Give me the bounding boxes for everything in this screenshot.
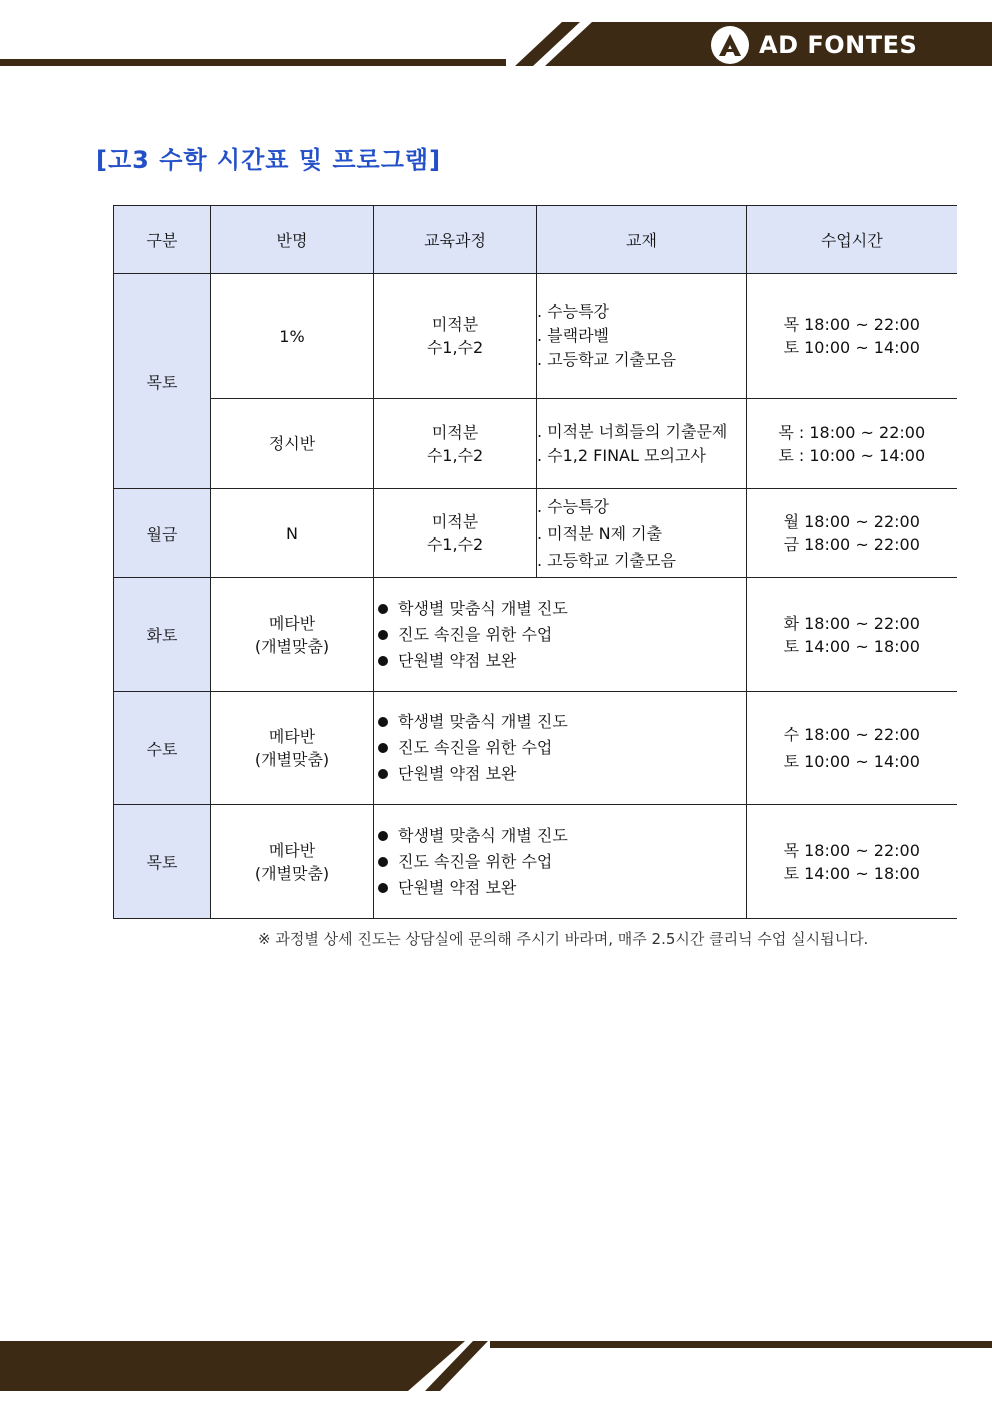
time-line: 토 : 10:00 ~ 14:00	[778, 445, 926, 465]
division-cell: 목토	[114, 805, 211, 919]
time-line: 토 14:00 ~ 18:00	[783, 636, 920, 656]
class-cell: 1%	[211, 274, 374, 399]
header-class: 반명	[211, 206, 374, 274]
division-cell: 화토	[114, 578, 211, 692]
time-line: 목 18:00 ~ 22:00	[783, 840, 920, 860]
bullet-icon	[378, 857, 388, 867]
book-item: . 고등학교 기출모음	[537, 350, 676, 369]
brand-logo	[711, 26, 917, 64]
class-cell	[211, 805, 374, 919]
program-item	[374, 875, 746, 901]
table-row	[114, 399, 957, 489]
class-line: 메타반	[268, 840, 316, 860]
class-line: 메타반	[268, 613, 316, 633]
program-item	[374, 622, 746, 648]
program-text: 단원별 약점 보완	[398, 650, 517, 670]
program-cell	[374, 805, 747, 919]
division-cell: 수토	[114, 692, 211, 805]
class-line: (개별맞춤)	[254, 750, 330, 769]
time-line: 목 : 18:00 ~ 22:00	[778, 422, 926, 442]
time-line: 화 18:00 ~ 22:00	[783, 613, 920, 633]
course-cell	[374, 399, 537, 489]
time-line: 월 18:00 ~ 22:00	[783, 512, 920, 531]
table-row	[114, 489, 957, 578]
time-line: 금 18:00 ~ 22:00	[783, 535, 920, 554]
time-cell	[747, 805, 957, 919]
class-line: 메타반	[268, 727, 316, 746]
book-item: . 고등학교 기출모음	[537, 550, 676, 570]
course-line: 수1,수2	[426, 338, 484, 357]
time-line: 토 10:00 ~ 14:00	[783, 752, 920, 771]
program-text: 학생별 맞춤식 개별 진도	[398, 712, 568, 731]
time-cell	[747, 489, 957, 578]
bullet-icon	[378, 604, 388, 614]
course-cell	[374, 489, 537, 578]
time-cell	[747, 578, 957, 692]
time-cell	[747, 274, 957, 399]
program-text: 학생별 맞춤식 개별 진도	[398, 598, 568, 618]
books-cell	[537, 274, 747, 399]
books-cell	[537, 489, 747, 578]
book-item: . 수1,2 FINAL 모의고사	[537, 445, 706, 465]
bullet-icon	[378, 831, 388, 841]
program-text: 단원별 약점 보완	[398, 764, 517, 783]
program-text: 학생별 맞춤식 개별 진도	[398, 825, 568, 845]
program-cell	[374, 692, 747, 805]
book-item: . 미적분 N제 기출	[537, 523, 663, 543]
table-row	[114, 274, 957, 399]
table-row	[114, 805, 957, 919]
class-cell	[211, 692, 374, 805]
bullet-icon	[378, 717, 388, 727]
program-item	[374, 761, 746, 787]
footnote: ※ 과정별 상세 진도는 상담실에 문의해 주시기 바라며, 매주 2.5시간 클리닉 수업 실시됩니다.	[258, 930, 869, 948]
footer-banner	[0, 1335, 992, 1403]
time-line: 목 18:00 ~ 22:00	[783, 315, 920, 334]
logo-a-icon	[711, 26, 749, 64]
table-row	[114, 692, 957, 805]
program-text: 진도 속진을 위한 수업	[398, 851, 553, 871]
program-text: 진도 속진을 위한 수업	[398, 624, 553, 644]
course-line: 미적분	[431, 422, 479, 442]
program-item	[374, 849, 746, 875]
bullet-icon	[378, 769, 388, 779]
class-line: (개별맞춤)	[254, 636, 330, 656]
time-line: 토 10:00 ~ 14:00	[783, 338, 920, 357]
bullet-icon	[378, 630, 388, 640]
class-cell: 정시반	[211, 399, 374, 489]
division-cell: 목토	[114, 274, 211, 489]
class-line: (개별맞춤)	[254, 863, 330, 883]
course-cell	[374, 274, 537, 399]
time-line: 수 18:00 ~ 22:00	[783, 725, 920, 744]
bullet-icon	[378, 743, 388, 753]
class-cell: N	[211, 489, 374, 578]
table-row	[114, 578, 957, 692]
course-line: 수1,수2	[426, 445, 484, 465]
header-books: 교재	[537, 206, 747, 274]
program-item	[374, 735, 746, 761]
book-item: . 수능특강	[537, 302, 609, 321]
program-text: 진도 속진을 위한 수업	[398, 738, 553, 757]
time-cell	[747, 692, 957, 805]
time-cell	[747, 399, 957, 489]
program-item	[374, 648, 746, 674]
book-item: . 미적분 너희들의 기출문제	[537, 421, 728, 441]
header-time: 수업시간	[747, 206, 957, 274]
book-item: . 블랙라벨	[537, 326, 609, 345]
program-cell	[374, 578, 747, 692]
class-cell	[211, 578, 374, 692]
table-header-row	[114, 206, 957, 274]
header-division: 구분	[114, 206, 211, 274]
program-item	[374, 823, 746, 849]
course-line: 수1,수2	[426, 535, 484, 554]
program-item	[374, 709, 746, 735]
book-item: . 수능특강	[537, 496, 609, 516]
course-line: 미적분	[431, 315, 479, 334]
bullet-icon	[378, 656, 388, 666]
schedule-table	[113, 205, 957, 919]
page-title: [고3 수학 시간표 및 프로그램]	[96, 146, 442, 174]
division-cell: 월금	[114, 489, 211, 578]
program-text: 단원별 약점 보완	[398, 877, 517, 897]
books-cell	[537, 399, 747, 489]
program-item	[374, 596, 746, 622]
bullet-icon	[378, 883, 388, 893]
time-line: 토 14:00 ~ 18:00	[783, 863, 920, 883]
brand-name: AD FONTES	[759, 31, 918, 59]
header-course: 교육과정	[374, 206, 537, 274]
course-line: 미적분	[431, 512, 479, 531]
